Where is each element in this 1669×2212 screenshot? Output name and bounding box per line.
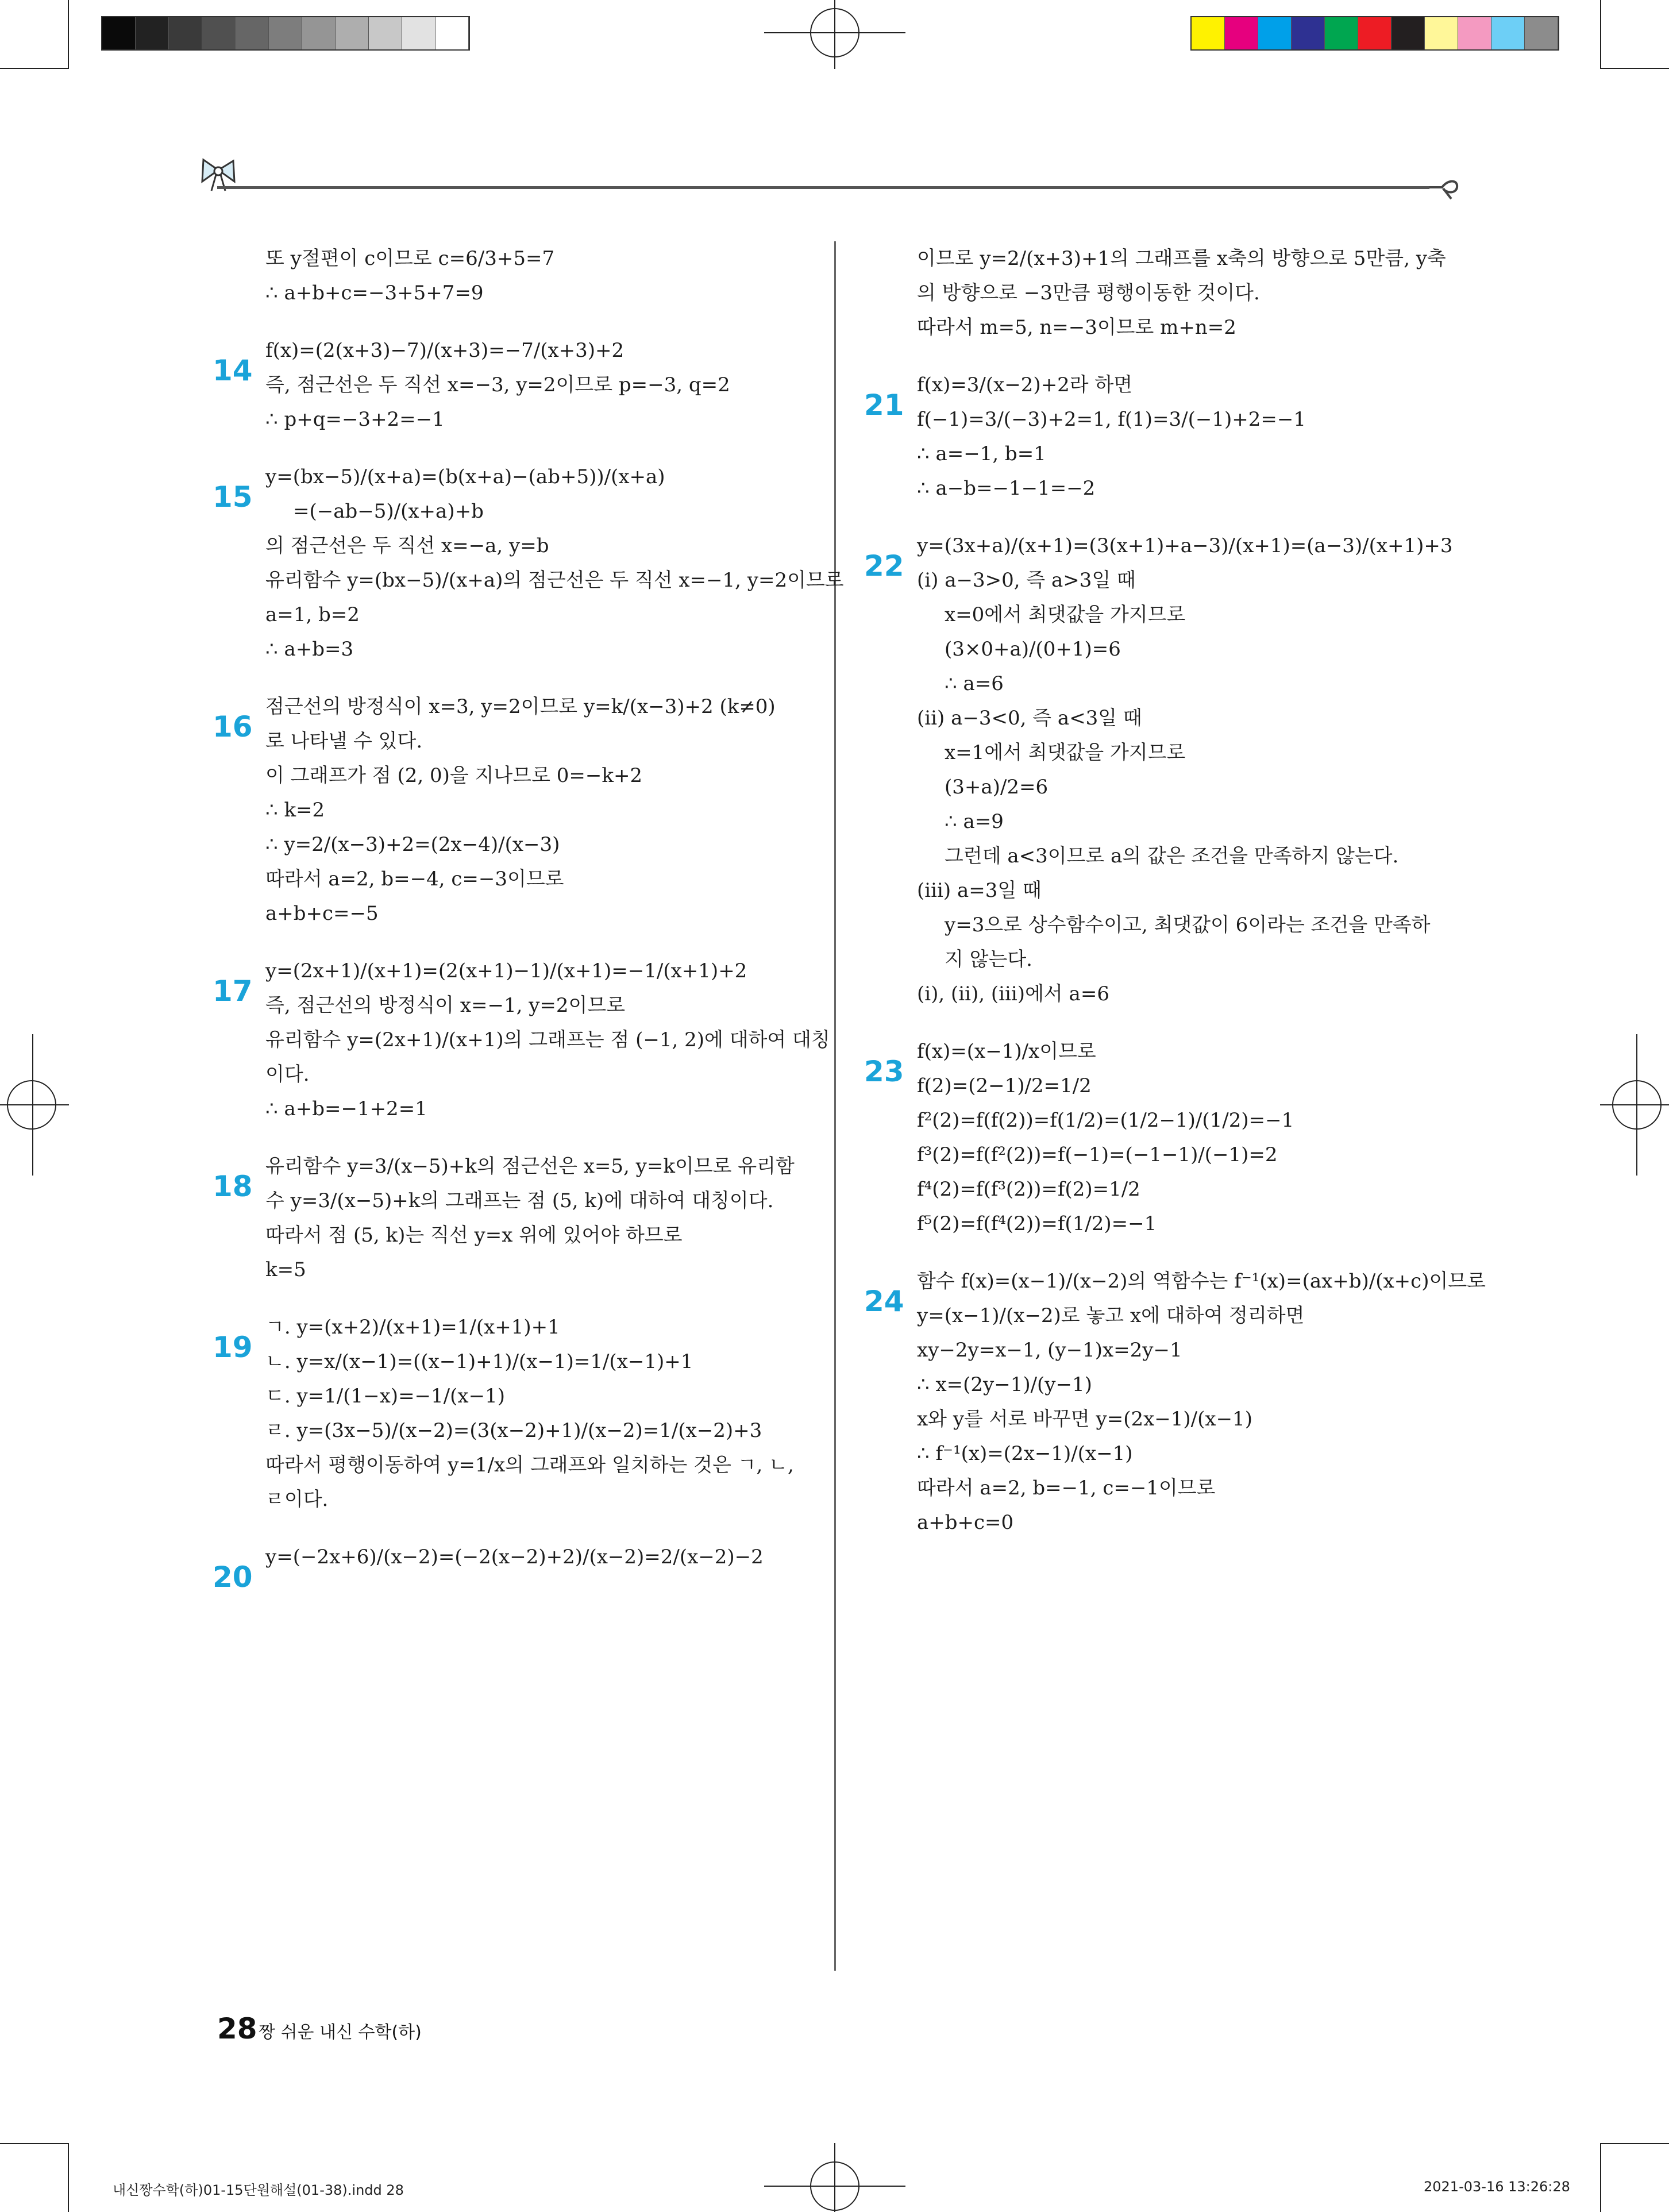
solution-line bbox=[917, 908, 1491, 942]
solution-line bbox=[917, 1138, 1491, 1172]
problem-number: 24 bbox=[864, 1285, 904, 1318]
solution-line bbox=[917, 1436, 1491, 1471]
color-swatch bbox=[169, 17, 202, 49]
section-gap bbox=[265, 931, 805, 954]
header-rule bbox=[217, 186, 1429, 189]
solution-line bbox=[265, 988, 805, 1023]
color-swatch bbox=[435, 17, 469, 49]
solution-line bbox=[265, 241, 805, 276]
solution-text: xy−2y=x−1, (y−1)x=2y−1 bbox=[917, 1339, 1182, 1362]
solution-text: (ⅲ) a=3일 때 bbox=[917, 879, 1042, 902]
problem-number: 18 bbox=[213, 1170, 253, 1203]
solution-text: 따라서 평행이동하여 y=1/x의 그래프와 일치하는 것은 ㄱ, ㄴ, bbox=[265, 1454, 794, 1477]
solution-line bbox=[917, 1298, 1491, 1333]
color-swatch bbox=[136, 17, 169, 49]
color-swatch bbox=[369, 17, 402, 49]
solution-text: ∴ f⁻¹(x)=(2x−1)/(x−1) bbox=[917, 1442, 1133, 1465]
solution-line bbox=[917, 1069, 1491, 1103]
solution-line bbox=[265, 563, 844, 598]
color-swatch bbox=[402, 17, 435, 49]
right-column bbox=[864, 241, 1491, 1540]
solution-line bbox=[265, 1023, 830, 1057]
solution-text: ∴ a+b=−1+2=1 bbox=[265, 1097, 427, 1120]
solution-text: 지 않는다. bbox=[945, 948, 1032, 971]
crop-mark bbox=[1600, 68, 1669, 69]
color-swatch bbox=[1325, 17, 1358, 49]
color-swatch bbox=[302, 17, 336, 49]
solution-line bbox=[265, 598, 805, 632]
solution-line bbox=[265, 494, 805, 529]
section-gap bbox=[265, 1126, 805, 1149]
color-swatch bbox=[1458, 17, 1491, 49]
solution-text: y=(3x+a)/(x+1)=(3(x+1)+a−3)/(x+1)=(a−3)/(x+1)+3 bbox=[917, 534, 1453, 557]
solution-text: a+b+c=0 bbox=[917, 1511, 1014, 1534]
section-gap bbox=[265, 666, 805, 689]
solution-line bbox=[265, 896, 805, 931]
solution-line bbox=[917, 241, 1491, 276]
section-gap bbox=[265, 437, 805, 460]
section-gap bbox=[917, 1241, 1491, 1264]
solution-line bbox=[265, 1413, 805, 1448]
solution-text: 로 나타낼 수 있다. bbox=[265, 730, 423, 753]
ribbon-end-icon bbox=[1428, 176, 1463, 201]
solution-line bbox=[917, 310, 1491, 345]
page-number: 28 bbox=[217, 2012, 257, 2045]
slug-timestamp: 2021-03-16 13:26:28 bbox=[1424, 2179, 1570, 2195]
solution-text: f(−1)=3/(−3)+2=1, f(1)=3/(−1)+2=−1 bbox=[917, 408, 1306, 431]
section-gap bbox=[917, 506, 1491, 529]
solution-line bbox=[917, 1333, 1491, 1367]
solution-text: ㄴ. y=x/(x−1)=((x−1)+1)/(x−1)=1/(x−1)+1 bbox=[265, 1350, 693, 1373]
solution-text: f(x)=(2(x+3)−7)/(x+3)=−7/(x+3)+2 bbox=[265, 339, 625, 362]
registration-line bbox=[1600, 1104, 1669, 1105]
registration-line bbox=[834, 2143, 835, 2212]
problem-number: 22 bbox=[864, 549, 904, 583]
solution-line bbox=[917, 563, 1491, 598]
solution-text: f(x)=(x−1)/x이므로 bbox=[917, 1040, 1096, 1063]
solution-line bbox=[265, 1218, 805, 1253]
solution-line bbox=[265, 827, 805, 862]
solution-line bbox=[265, 758, 805, 793]
color-swatch bbox=[1192, 17, 1225, 49]
solution-line bbox=[917, 942, 1491, 977]
solution-text: a+b+c=−5 bbox=[265, 902, 379, 925]
column-divider bbox=[834, 241, 836, 1971]
solution-line bbox=[917, 598, 1491, 632]
solution-text: 점근선의 방정식이 x=3, y=2이므로 y=k/(x−3)+2 (k≠0) bbox=[265, 695, 776, 718]
solution-line bbox=[917, 701, 1491, 735]
solution-text: k=5 bbox=[265, 1258, 306, 1281]
solution-text: y=3으로 상수함수이고, 최댓값이 6이라는 조건을 만족하 bbox=[945, 914, 1431, 937]
solution-line bbox=[265, 1482, 805, 1517]
book-title: 짱 쉬운 내신 수학(하) bbox=[259, 2022, 422, 2043]
solution-text: f(x)=3/(x−2)+2라 하면 bbox=[917, 373, 1133, 396]
solution-line bbox=[917, 1207, 1491, 1241]
solution-text: ㄱ. y=(x+2)/(x+1)=1/(x+1)+1 bbox=[265, 1316, 560, 1339]
solution-line bbox=[265, 276, 805, 310]
solution-text: ∴ a=−1, b=1 bbox=[917, 442, 1046, 465]
problem-number: 21 bbox=[864, 388, 904, 422]
solution-text: 따라서 a=2, b=−4, c=−3이므로 bbox=[265, 868, 564, 891]
solution-line bbox=[265, 724, 805, 758]
solution-line bbox=[917, 1367, 1491, 1402]
section-gap bbox=[265, 310, 805, 333]
solution-line bbox=[265, 529, 805, 563]
crop-mark bbox=[68, 0, 69, 69]
color-swatch bbox=[1258, 17, 1292, 49]
solution-line bbox=[917, 402, 1491, 437]
solution-text: ∴ a+b=3 bbox=[265, 638, 354, 661]
solution-line bbox=[265, 1253, 805, 1287]
color-swatch bbox=[1225, 17, 1258, 49]
solution-line bbox=[917, 666, 1491, 701]
crop-mark bbox=[0, 68, 69, 69]
section-gap bbox=[917, 345, 1491, 368]
solution-text: (ⅰ), (ⅱ), (ⅲ)에서 a=6 bbox=[917, 982, 1109, 1005]
solution-text: =(−ab−5)/(x+a)+b bbox=[293, 500, 484, 523]
problem-number: 19 bbox=[213, 1331, 253, 1364]
problem-solution-start bbox=[213, 1540, 805, 1594]
solution-text: f⁵(2)=f(f⁴(2))=f(1/2)=−1 bbox=[917, 1212, 1157, 1235]
solution-text: 의 방향으로 −3만큼 평행이동한 것이다. bbox=[917, 282, 1260, 305]
solution-line bbox=[265, 1057, 805, 1092]
problem-number: 16 bbox=[213, 710, 253, 743]
solution-text: ∴ a+b+c=−3+5+7=9 bbox=[265, 282, 484, 305]
solution-line bbox=[917, 1103, 1491, 1138]
color-swatch bbox=[1425, 17, 1458, 49]
solution-text: x와 y를 서로 바꾸면 y=(2x−1)/(x−1) bbox=[917, 1408, 1252, 1431]
solution-line bbox=[917, 276, 1491, 310]
solution-text: 그런데 a<3이므로 a의 값은 조건을 만족하지 않는다. bbox=[945, 845, 1399, 868]
solution-line bbox=[265, 1184, 805, 1218]
solution-text: 따라서 점 (5, k)는 직선 y=x 위에 있어야 하므로 bbox=[265, 1224, 683, 1247]
color-swatch bbox=[1392, 17, 1425, 49]
solution-line bbox=[265, 1379, 805, 1413]
solution-line bbox=[917, 804, 1491, 839]
registration-line bbox=[1636, 1034, 1637, 1176]
solution-line bbox=[917, 632, 1491, 666]
solution-line bbox=[265, 632, 805, 666]
solution-line bbox=[917, 1172, 1491, 1207]
solution-text: ㄹ. y=(3x−5)/(x−2)=(3(x−2)+1)/(x−2)=1/(x−2)+3 bbox=[265, 1419, 762, 1442]
solution-text: (3+a)/2=6 bbox=[945, 776, 1049, 799]
color-swatch bbox=[1525, 17, 1558, 49]
solution-text: 즉, 점근선의 방정식이 x=−1, y=2이므로 bbox=[265, 994, 626, 1017]
solution-text: ∴ x=(2y−1)/(y−1) bbox=[917, 1373, 1092, 1396]
solution-text: 유리함수 y=(2x+1)/(x+1)의 그래프는 점 (−1, 2)에 대하여 대칭 bbox=[265, 1028, 830, 1051]
solution-text: ㄹ이다. bbox=[265, 1488, 329, 1511]
solution-line bbox=[265, 793, 805, 827]
gray-swatch-bar bbox=[101, 16, 470, 51]
section-gap bbox=[265, 1287, 805, 1310]
solution-text: ∴ p+q=−3+2=−1 bbox=[265, 408, 445, 431]
solution-line bbox=[265, 862, 805, 896]
solution-text: (3×0+a)/(0+1)=6 bbox=[945, 638, 1121, 661]
solution-line bbox=[917, 873, 1491, 908]
registration-line bbox=[834, 0, 835, 69]
registration-line bbox=[764, 32, 905, 33]
solution-text: a=1, b=2 bbox=[265, 603, 360, 626]
left-column bbox=[213, 241, 844, 1594]
solution-text: f³(2)=f(f²(2))=f(−1)=(−1−1)/(−1)=2 bbox=[917, 1143, 1278, 1166]
solution-text: y=(bx−5)/(x+a)=(b(x+a)−(ab+5))/(x+a) bbox=[265, 465, 665, 488]
solution-text: x=0에서 최댓값을 가지므로 bbox=[945, 603, 1186, 626]
section-gap bbox=[265, 1517, 805, 1540]
crop-mark bbox=[0, 2143, 69, 2144]
solution-text: y=(x−1)/(x−2)로 놓고 x에 대하여 정리하면 bbox=[917, 1304, 1305, 1327]
crop-mark bbox=[1600, 2143, 1601, 2212]
solution-line bbox=[917, 1402, 1491, 1436]
solution-line bbox=[917, 471, 1491, 506]
solution-text: f²(2)=f(f(2))=f(1/2)=(1/2−1)/(1/2)=−1 bbox=[917, 1109, 1294, 1132]
solution-text: (ⅰ) a−3>0, 즉 a>3일 때 bbox=[917, 569, 1136, 592]
solution-line bbox=[917, 735, 1491, 770]
registration-line bbox=[764, 2186, 905, 2187]
color-swatch bbox=[336, 17, 369, 49]
solution-text: 유리함수 y=3/(x−5)+k의 점근선은 x=5, y=k이므로 유리함 bbox=[265, 1155, 795, 1178]
section-gap bbox=[917, 1011, 1491, 1034]
solution-text: ∴ a=9 bbox=[945, 810, 1004, 833]
solution-text: ㄷ. y=1/(1−x)=−1/(x−1) bbox=[265, 1385, 505, 1408]
registration-line bbox=[0, 1104, 69, 1105]
registration-line bbox=[32, 1034, 33, 1176]
solution-text: ∴ y=2/(x−3)+2=(2x−4)/(x−3) bbox=[265, 833, 560, 856]
solution-line bbox=[917, 1505, 1491, 1540]
solution-text: 이다. bbox=[265, 1063, 310, 1086]
solution-text: 즉, 점근선은 두 직선 x=−3, y=2이므로 p=−3, q=2 bbox=[265, 373, 730, 396]
solution-line bbox=[917, 977, 1491, 1011]
solution-text: f⁴(2)=f(f³(2))=f(2)=1/2 bbox=[917, 1178, 1140, 1201]
solution-line bbox=[265, 1092, 805, 1126]
solution-line bbox=[917, 1471, 1491, 1505]
solution-text: 또 y절편이 c이므로 c=6/3+5=7 bbox=[265, 247, 555, 270]
solution-text: f(2)=(2−1)/2=1/2 bbox=[917, 1074, 1092, 1097]
solution-text: y=(−2x+6)/(x−2)=(−2(x−2)+2)/(x−2)=2/(x−2)−2 bbox=[265, 1546, 764, 1569]
solution-line bbox=[265, 1448, 805, 1482]
problem-number: 20 bbox=[213, 1560, 253, 1594]
solution-line bbox=[917, 770, 1491, 804]
solution-line bbox=[265, 402, 805, 437]
solution-text: 유리함수 y=(bx−5)/(x+a)의 점근선은 두 직선 x=−1, y=2이므로 bbox=[265, 569, 844, 592]
problem-number: 17 bbox=[213, 974, 253, 1008]
crop-mark bbox=[1600, 2143, 1669, 2144]
solution-text: y=(2x+1)/(x+1)=(2(x+1)−1)/(x+1)=−1/(x+1)+2 bbox=[265, 959, 747, 982]
crop-mark bbox=[68, 2143, 69, 2212]
solution-line bbox=[265, 368, 805, 402]
solution-line bbox=[265, 1344, 805, 1379]
solution-text: 따라서 m=5, n=−3이므로 m+n=2 bbox=[917, 316, 1236, 339]
solution-line bbox=[917, 437, 1491, 471]
solution-text: ∴ k=2 bbox=[265, 799, 325, 822]
color-swatch bbox=[1292, 17, 1325, 49]
solution-text: (ⅱ) a−3<0, 즉 a<3일 때 bbox=[917, 707, 1142, 730]
solution-text: 이므로 y=2/(x+3)+1의 그래프를 x축의 방향으로 5만큼, y축 bbox=[917, 247, 1446, 270]
solution-text: 함수 f(x)=(x−1)/(x−2)의 역함수는 f⁻¹(x)=(ax+b)/(x+c)이므로 bbox=[917, 1270, 1486, 1293]
crop-mark bbox=[1600, 0, 1601, 69]
slug-filename: 내신짱수학(하)01-15단원해설(01-38).indd 28 bbox=[113, 2182, 404, 2198]
solution-text: 따라서 a=2, b=−1, c=−1이므로 bbox=[917, 1477, 1216, 1500]
solution-line bbox=[917, 839, 1491, 873]
solution-text: 의 점근선은 두 직선 x=−a, y=b bbox=[265, 534, 549, 557]
color-swatch bbox=[102, 17, 136, 49]
solution-text: 수 y=3/(x−5)+k의 그래프는 점 (5, k)에 대하여 대칭이다. bbox=[265, 1189, 774, 1212]
problem-number: 15 bbox=[213, 480, 253, 514]
solution-text: 이 그래프가 점 (2, 0)을 지나므로 0=−k+2 bbox=[265, 764, 643, 787]
solution-text: ∴ a=6 bbox=[945, 672, 1004, 695]
problem-number: 23 bbox=[864, 1055, 904, 1088]
color-swatch bbox=[202, 17, 236, 49]
solution-text: ∴ a−b=−1−1=−2 bbox=[917, 477, 1096, 500]
color-swatch bbox=[1358, 17, 1392, 49]
color-swatch-bar bbox=[1190, 16, 1559, 51]
problem-number: 14 bbox=[213, 354, 253, 387]
color-swatch bbox=[236, 17, 269, 49]
solution-text: x=1에서 최댓값을 가지므로 bbox=[945, 741, 1186, 764]
color-swatch bbox=[1491, 17, 1525, 49]
color-swatch bbox=[269, 17, 302, 49]
